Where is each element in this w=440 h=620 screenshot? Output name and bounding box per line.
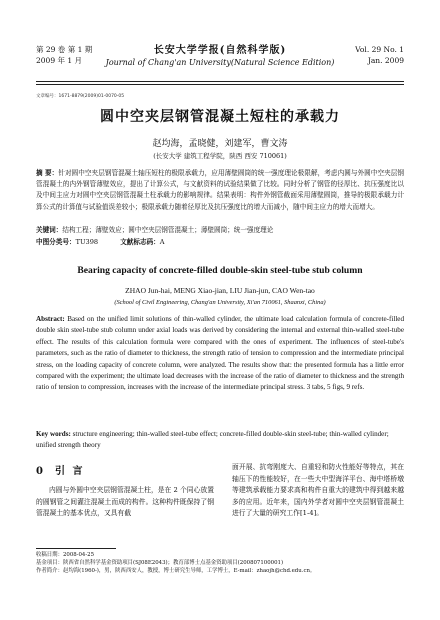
authors-en: ZHAO Jun-hai, MENG Xiao-jian, LIU Jian-jun, CAO Wen-tao [125,286,315,295]
section-heading [36,462,214,477]
keywords-cn-label: 关键词： [36,226,63,234]
title-cn: 圆中空夹层钢管混凝土短柱的承载力 [100,109,340,125]
clc-code: 中图分类号：TU398 [36,238,99,246]
body-paragraph-right: 面开展、抗弯刚度大、自重轻和防火性能好等特点，其在轴压下的性能较好，在一些大中型海洋平台、海中塔桥墩等建筑承载能力要求高和构件自重大的建筑中得到越来越多的应用。近年来，国内外学者对圆中空夹层钢管混凝土进行了大量的研究工作[1-4]。 [232,463,404,517]
authors-cn: 赵均海，孟晓健，刘建军，曹文涛 [152,139,288,149]
document-code: 文献标志码：A [120,238,165,246]
header-right [355,44,404,66]
body-paragraph-left: 内圆与外圆中空夹层钢管混凝土柱，是在 2 个同心放置的圆钢管之间灌注混凝土而成的构件。这种构件既保持了钢管混凝土的基本优点，又具有截 [36,486,214,517]
abstract-en-text: Based on the unified limit solutions of thin-walled cylinder, the ultimate load calculation formula of concrete-filled double skin steel-tube stub column under axial loads was derived by considering the internal and external thin-walled steel-tube effect. The results of this calculation formula were compared with the ones of experiment. The influences of steel-tube's parameters, such as the ratio of diameter to thickness, the strength ratio of tension to compression and the intermediate principal stress, on the loading capacity of concrete column, were analyzed. The results show that: the presented formula has a little error compared with the experiment; the ultimate load decreases with the increase of the ratio of diameter to thickness and the strength ratio of tension to compression, increases with the increase of the intermediate principal stress. 3 tabs, 5 figs, 9 refs. [36,315,404,392]
keywords-en-text: structure engineering; thin-walled steel-tube effect; concrete-filled double-skin steel-tube; thin-walled cylinder; unified strength theory [36,430,389,450]
article-number: 文章编号：1671-8879(2009)01-0070-05 [36,94,125,99]
date-line-en: Jan. 2009 [367,56,404,65]
classification-cn [36,237,404,248]
affiliation-en: (School of Civil Engineering, Chang'an University, Xi'an 710061, Shaanxi, China) [114,299,326,306]
header-rule-thin [36,84,404,85]
keywords-cn [36,225,404,236]
title-en: Bearing capacity of concrete-filled double-skin steel-tube stub column [77,265,363,276]
date-line-cn: 2009 年 1 月 [36,56,83,65]
footnote-rule [36,548,116,549]
header-rule-thick [36,81,404,82]
journal-name-en: Journal of Chang'an University(Natural Science Edition) [105,58,335,67]
footnotes [36,551,404,575]
body-column-left [36,462,214,520]
footnote-fund: 基金项目：陕西省自然科学基金资助项目(SJ08E2043)；教育部博士点基金资助项目(200807100001) [36,560,284,566]
abstract-cn-label: 摘 要： [36,169,59,177]
keywords-en-label: Key words: [36,430,71,438]
footnote-author: 作者简介：赵均海(1960-)，男，陕西西安人，教授，博士研究生导师，工学博士，E-mail：zhaojh@chd.edu.cn。 [36,568,316,574]
header-center [36,44,404,69]
keywords-en [36,429,404,452]
abstract-en-label: Abstract: [36,315,65,323]
abstract-cn [36,168,404,213]
journal-header [36,44,404,80]
abstract-en [36,314,404,394]
affiliation-cn: (长安大学 建筑工程学院，陕西 西安 710061) [153,152,287,160]
footnote-received: 收稿日期：2008-04-25 [36,552,95,558]
abstract-cn-text: 针对圆中空夹层钢管混凝土轴压短柱的极限承载力，应用薄壁圆筒的统一强度理论极限解，考虑内圆与外圆中空夹层钢管混凝土的内外钢管薄壁效应，提出了计算公式，与文献资料的试验结果做了比较。同时分析了钢管的径厚比、抗压强度比以及中间主应力对圆中空夹层钢管混凝土柱承载力的影响规律。结果表明：构件外钢管截面采用薄壁圆筒，推导的极限承载力计算公式的计算值与试验值误差较小；极限承载力随着径厚比及抗压强度比的增大而减小，随中间主应力的增大而增大。 [36,169,405,211]
volume-line-en: Vol. 29 No. 1 [355,45,404,54]
keywords-cn-text: 结构工程；薄壁效应；圆中空夹层钢管混凝土；薄壁圆筒；统一强度理论 [62,226,274,234]
journal-name-cn: 长安大学学报(自然科学版) [153,45,287,56]
section-number: 0 [36,466,45,477]
volume-line-cn: 第 29 卷 第 1 期 [36,45,93,54]
body-column-right [232,462,404,520]
section-title: 引 言 [54,466,85,477]
